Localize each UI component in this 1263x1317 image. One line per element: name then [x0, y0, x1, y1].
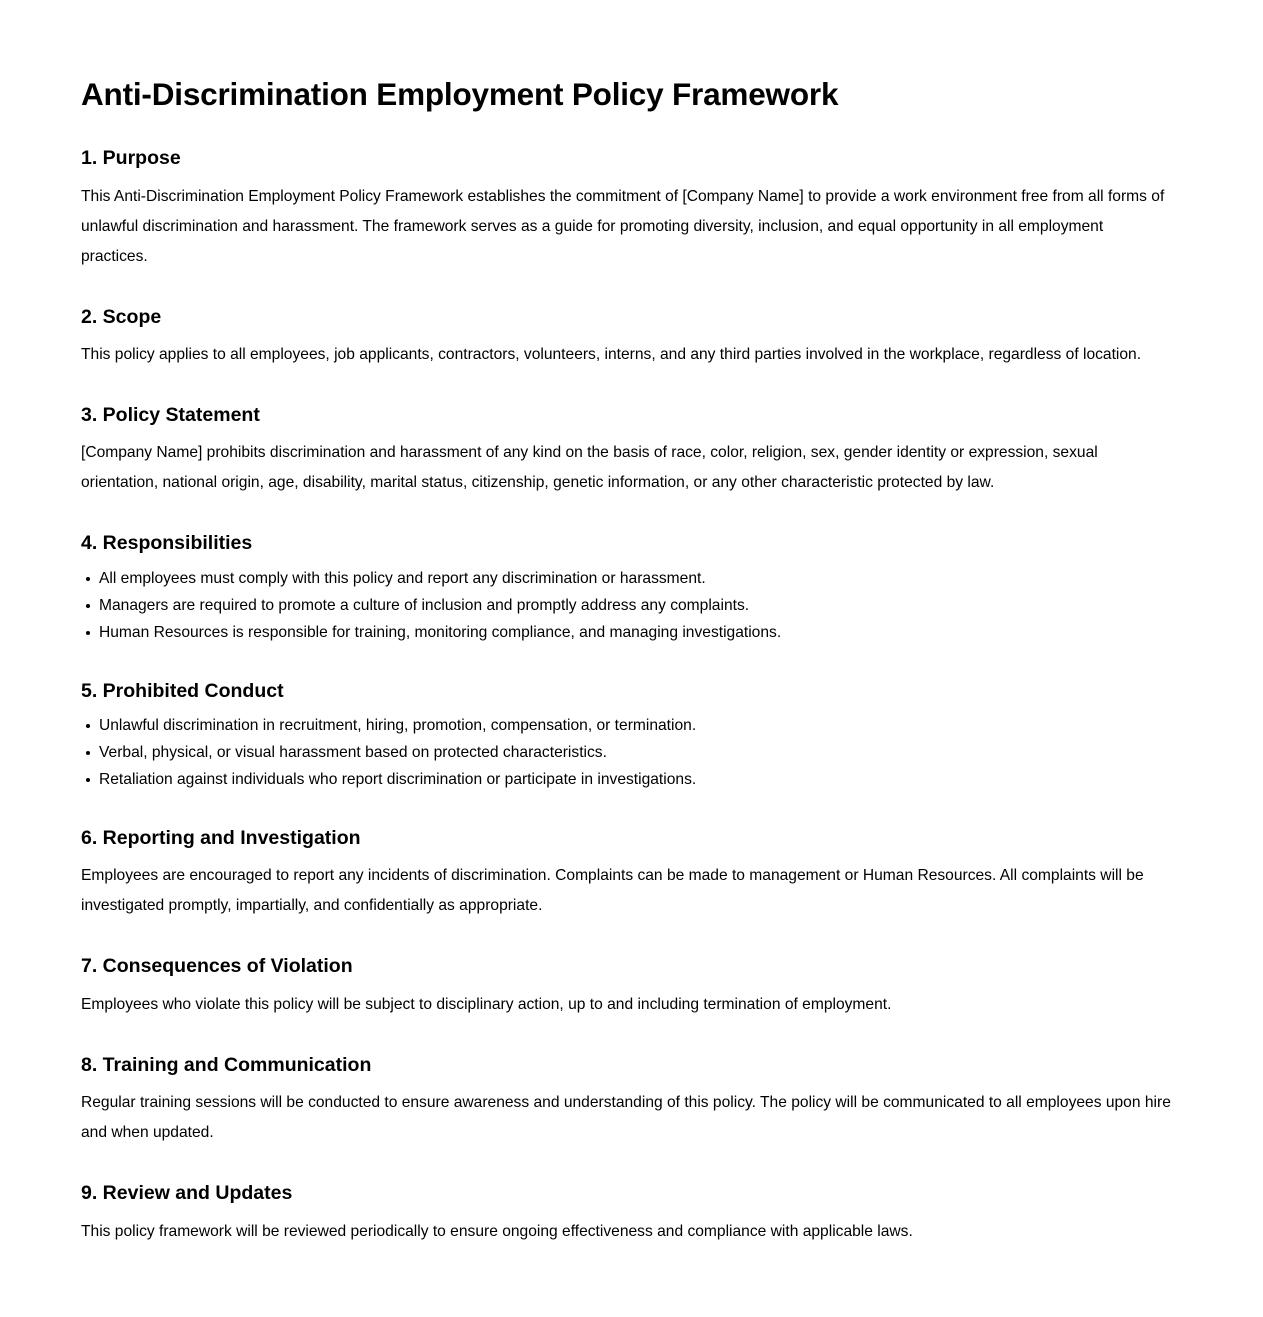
section-heading: 9. Review and Updates — [81, 1182, 293, 1205]
list-item: Retaliation against individuals who report discrimination or participate in investigations. — [81, 766, 1172, 793]
section-paragraph: Employees who violate this policy will be subject to disciplinary action, up to and including termination of employment. — [81, 995, 892, 1013]
list-item: All employees must comply with this policy and report any discrimination or harassment. — [81, 565, 1172, 592]
list-item: Unlawful discrimination in recruitment, hiring, promotion, compensation, or termination. — [81, 712, 1172, 739]
section-4-responsibilities — [81, 498, 1172, 645]
section-paragraph: Employees are encouraged to report any incidents of discrimination. Complaints can be made to management or Human Resources. All complaints will be investigated promptly, impartially, and confidentially as appropriate. — [81, 867, 1144, 915]
section-heading: 8. Training and Communication — [81, 1053, 372, 1076]
section-bullet-list — [81, 703, 1172, 793]
list-item: Verbal, physical, or visual harassment based on protected characteristics. — [81, 739, 1172, 766]
section-heading: 3. Policy Statement — [81, 403, 260, 426]
section-6-reporting-and-investigation — [81, 793, 1172, 921]
list-item: Human Resources is responsible for training, monitoring compliance, and managing investigations. — [81, 619, 1172, 646]
section-heading: 6. Reporting and Investigation — [81, 827, 361, 850]
section-1-purpose — [81, 113, 1172, 271]
section-5-prohibited-conduct — [81, 646, 1172, 793]
page-title: Anti-Discrimination Employment Policy Framework — [81, 76, 839, 112]
section-paragraph: Regular training sessions will be conducted to ensure awareness and understanding of this policy. The policy will be communicated to all employees upon hire and when updated. — [81, 1094, 1171, 1142]
section-heading: 1. Purpose — [81, 147, 181, 170]
list-item: Managers are required to promote a culture of inclusion and promptly address any complaints. — [81, 592, 1172, 619]
section-paragraph: This policy framework will be reviewed periodically to ensure ongoing effectiveness and compliance with applicable laws. — [81, 1222, 913, 1240]
section-8-training-and-communication — [81, 1020, 1172, 1148]
section-paragraph: This Anti-Discrimination Employment Policy Framework establishes the commitment of [Company Name] to provide a work environment free from all forms of unlawful discrimination and harassment. The framework serves as a guide for promoting diversity, inclusion, and equal opportunity in all employment practices. — [81, 187, 1165, 265]
section-7-consequences-of-violation — [81, 921, 1172, 1019]
section-2-scope — [81, 272, 1172, 370]
section-paragraph: [Company Name] prohibits discrimination and harassment of any kind on the basis of race, color, religion, sex, gender identity or expression, sexual orientation, national origin, age, disability, marital status, citizenship, genetic information, or any other characteristic protected by law. — [81, 444, 1098, 492]
section-heading: 4. Responsibilities — [81, 532, 253, 555]
section-bullet-list — [81, 556, 1172, 646]
section-9-review-and-updates — [81, 1148, 1172, 1246]
section-3-policy-statement — [81, 370, 1172, 498]
section-heading: 5. Prohibited Conduct — [81, 679, 284, 702]
section-paragraph: This policy applies to all employees, job applicants, contractors, volunteers, interns, and any third parties involved in the workplace, regardless of location. — [81, 345, 1142, 363]
section-heading: 7. Consequences of Violation — [81, 955, 353, 978]
section-heading: 2. Scope — [81, 305, 162, 328]
